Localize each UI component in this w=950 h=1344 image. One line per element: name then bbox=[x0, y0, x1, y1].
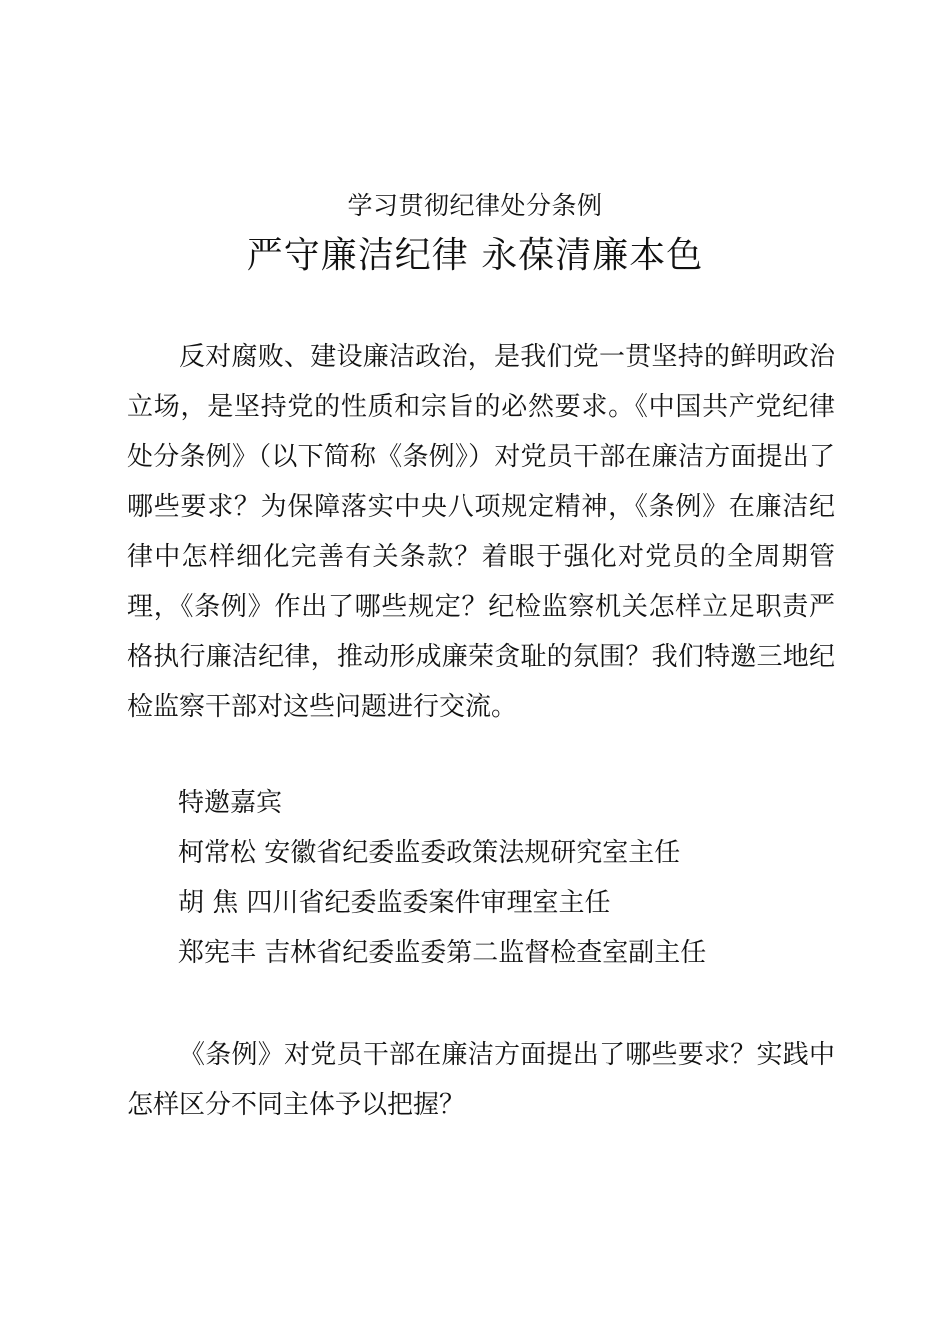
question-paragraph: 《条例》对党员干部在廉洁方面提出了哪些要求？实践中怎样区分不同主体予以把握？ bbox=[127, 1040, 835, 1120]
document-subtitle: 学习贯彻纪律处分条例 bbox=[347, 191, 603, 220]
guest-item: 胡 焦 四川省纪委监委案件审理室主任 bbox=[178, 888, 611, 918]
guest-item: 郑宪丰 吉林省纪委监委第二监督检查室副主任 bbox=[178, 938, 707, 968]
intro-paragraph: 反对腐败、建设廉洁政治，是我们党一贯坚持的鲜明政治立场，是坚持党的性质和宗旨的必然要求。《中国共产党纪律处分条例》（以下简称《条例》）对党员干部在廉洁方面提出了哪些要求？为保障落实中央八项规定精神，《条例》在廉洁纪律中怎样细化完善有关条款？着眼于强化对党员的全周期管理，《条例》作出了哪些规定？纪检监察机关怎样立足职责严格执行廉洁纪律，推动形成廉荣贪耻的氛围？我们特邀三地纪检监察干部对这些问题进行交流。 bbox=[127, 342, 835, 722]
guest-item: 柯常松 安徽省纪委监委政策法规研究室主任 bbox=[178, 838, 681, 868]
guests-heading: 特邀嘉宾 bbox=[178, 788, 283, 818]
guest-list bbox=[178, 778, 858, 978]
document-title: 严守廉洁纪律 永葆清廉本色 bbox=[246, 235, 704, 276]
